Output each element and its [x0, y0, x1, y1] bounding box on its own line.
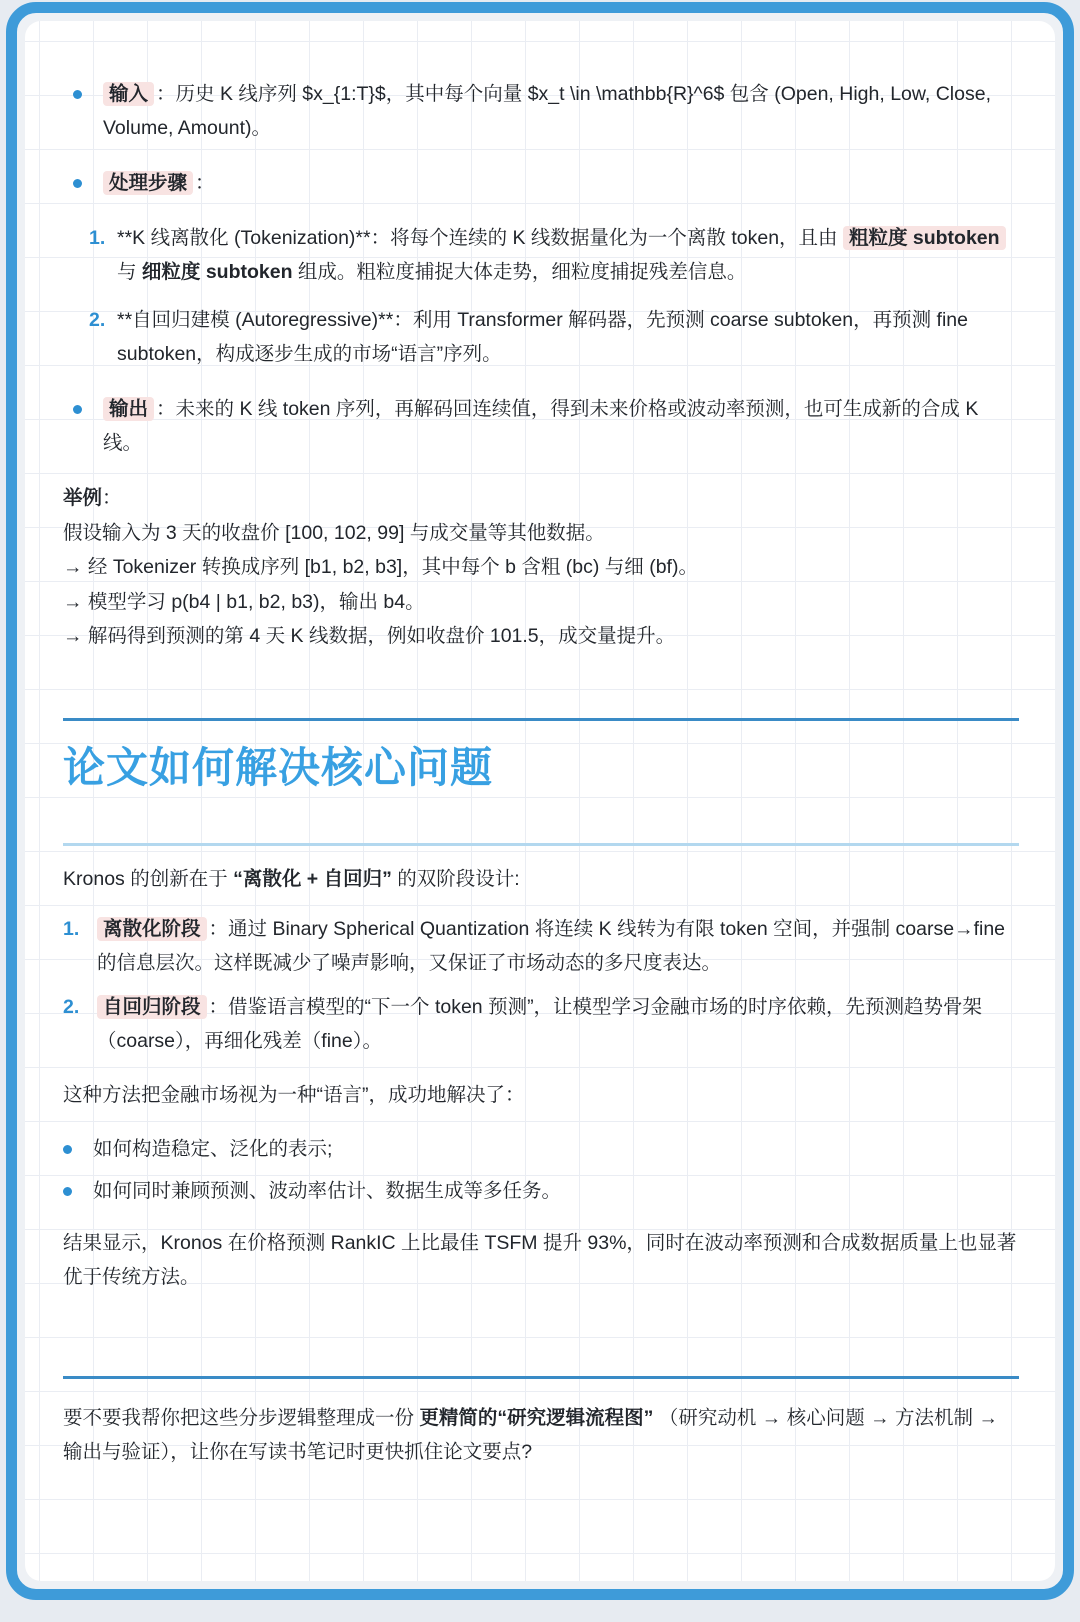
ordered-item-discretization [63, 912, 1019, 980]
label-separator: ： [195, 172, 215, 194]
term-bold: “离散化 + 自回归” [233, 867, 392, 890]
intro-text: Kronos 的创新在于 [63, 867, 234, 890]
middle-paragraph: 这种方法把金融市场视为一种“语言”，成功地解决了： [63, 1083, 525, 1106]
step-text: 组成。粗粒度捕捉大体走势，细粒度捕捉残差信息。 [292, 261, 747, 283]
term-highlight: 输出 [103, 397, 154, 421]
section-divider [63, 1376, 1019, 1379]
bullet-dot-icon [73, 405, 82, 414]
bullet-dot-icon [63, 1187, 72, 1196]
term-highlight: 自回归阶段 [97, 995, 207, 1019]
term-highlight: 处理步骤 [103, 171, 193, 195]
followup-text: （研究动机 → 核心问题 → 方法机制 → 输出与验证），让你在写读书笔记时更快抓住论文要点? [63, 1406, 998, 1463]
list-item-text: 如何构造稳定、泛化的表示; [93, 1137, 333, 1160]
step-text: **自回归建模 (Autoregressive)**：利用 Transformer 解码器，先预测 coarse subtoken，再预测 fine subtoken，构成逐步生成的市场“语言”序列。 [117, 309, 968, 365]
ordered-item-autoregression [63, 990, 1019, 1058]
followup-paragraph [63, 1401, 1019, 1469]
stage-text: 借鉴语言模型的“下一个 token 预测”，让模型学习金融市场的时序依赖，先预测趋势骨架（coarse），再细化残差（fine）。 [97, 995, 983, 1052]
ordered-item-autoregressive [89, 303, 1019, 371]
label-separator: ： [156, 83, 176, 105]
example-title: 举例 [63, 487, 103, 509]
heading-underline [63, 843, 1019, 846]
stage-text: 通过 Binary Spherical Quantization 将连续 K 线转为有限 token 空间，并强制 coarse→fine 的信息层次。这样既减少了噪声影响，又保证了市场动态的多尺度表达。 [97, 917, 1006, 974]
list-item-text: 历史 K 线序列 $x_{1:T}$，其中每个向量 $x_t \in \mathbb{R}^6$ 包含 (Open, High, Low, Close, Volume, Amount)。 [103, 83, 991, 139]
list-item-input [73, 77, 1019, 145]
term-bold: 细粒度 subtoken [141, 261, 293, 283]
list-number: 2. [63, 995, 80, 1018]
step-text: **K 线离散化 (Tokenization)**：将每个连续的 K 线数据量化为一个离散 token，且由 [117, 227, 843, 249]
example-title-line [63, 481, 1019, 516]
label-separator: ： [208, 917, 229, 940]
list-number: 2. [89, 309, 106, 331]
label-separator: ： [156, 398, 176, 420]
ordered-list-stages [63, 912, 1019, 1058]
bullet-dot-icon [73, 179, 82, 188]
example-line: 假设输入为 3 天的收盘价 [100, 102, 99] 与成交量等其他数据。 [63, 521, 605, 544]
list-item-text: 未来的 K 线 token 序列，再解码回连续值，得到未来价格或波动率预测，也可生成新的合成 K 线。 [103, 398, 979, 454]
step-text: 与 [117, 261, 142, 283]
section-divider [63, 718, 1019, 721]
example-line: → 解码得到预测的第 4 天 K 线数据，例如收盘价 101.5，成交量提升。 [63, 625, 676, 647]
example-line: → 经 Tokenizer 转换成序列 [b1, b2, b3]，其中每个 b 含粗 (bc) 与细 (bf)。 [63, 556, 698, 578]
label-separator: ： [208, 995, 229, 1018]
bullet-dot-icon [73, 90, 82, 99]
bullet-dot-icon [63, 1145, 72, 1154]
list-item-text: 如何同时兼顾预测、波动率估计、数据生成等多任务。 [93, 1179, 562, 1202]
list-item-steps [73, 166, 1019, 200]
ordered-item-tokenization [89, 221, 1019, 289]
followup-text: 要不要我帮你把这些分步逻辑整理成一份 [63, 1406, 420, 1429]
note-frame [6, 2, 1074, 1600]
list-item-output [73, 392, 1019, 460]
term-highlight: 离散化阶段 [97, 917, 207, 941]
label-separator: ： [102, 487, 122, 509]
result-paragraph: 结果显示，Kronos 在价格预测 RankIC 上比最佳 TSFM 提升 93%，同时在波动率预测和合成数据质量上也显著优于传统方法。 [63, 1231, 1017, 1288]
list-number: 1. [63, 917, 80, 940]
term-bold: 更精简的“研究逻辑流程图” [419, 1406, 654, 1429]
ordered-list-steps [89, 221, 1019, 371]
intro-text: 的双阶段设计: [391, 867, 520, 890]
example-block [63, 481, 1019, 654]
solution-bullet-list [63, 1132, 1019, 1208]
list-item [63, 1174, 1019, 1208]
intro-paragraph [63, 862, 1019, 896]
grid-paper [25, 21, 1055, 1581]
list-number: 1. [89, 227, 106, 249]
term-highlight: 粗粒度 subtoken [843, 226, 1006, 250]
list-item [63, 1132, 1019, 1166]
section-heading: 论文如何解决核心问题 [63, 743, 494, 791]
term-highlight: 输入 [103, 82, 154, 106]
example-line: → 模型学习 p(b4 | b1, b2, b3)，输出 b4。 [63, 590, 425, 613]
